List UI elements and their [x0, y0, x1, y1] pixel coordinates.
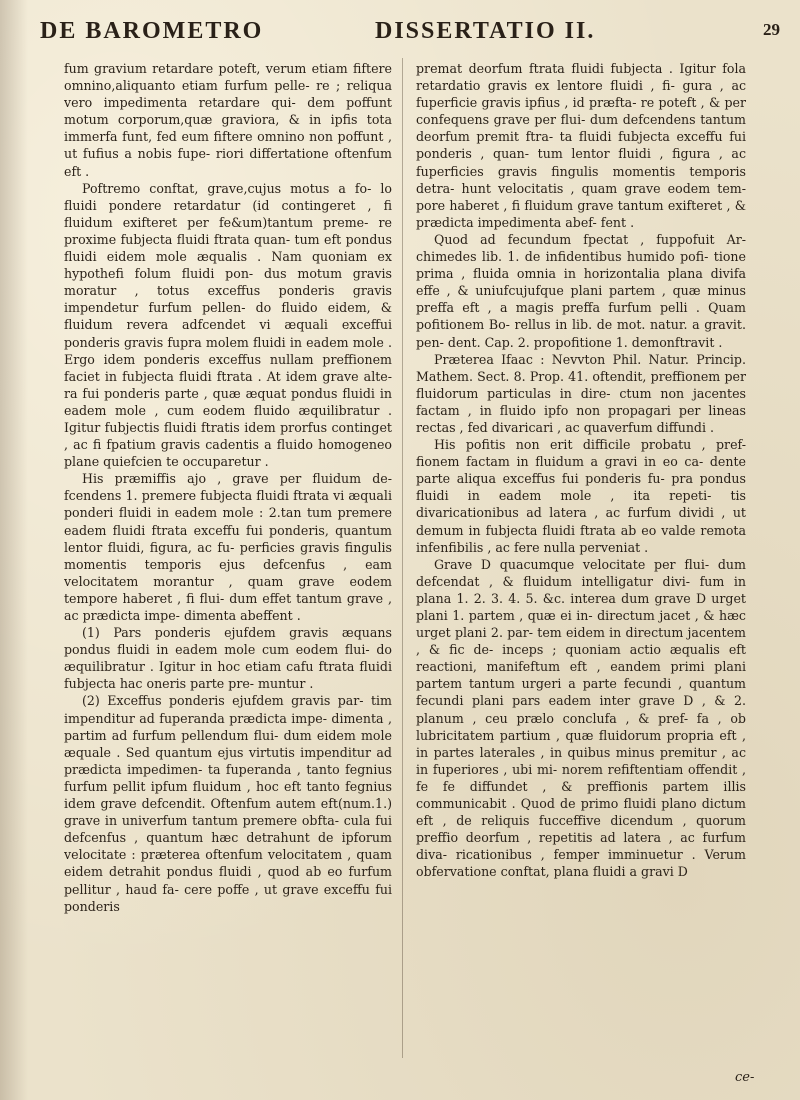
column-divider: [402, 58, 403, 1058]
left-column: [64, 60, 392, 1060]
header-right-title: DISSERTATIO II.: [375, 18, 596, 44]
paragraph: His præmiffis ajo , grave per fluidum de- fcendens 1. premere fubjecta fluidi ftrata vi æquali ponderi fluidi in eadem mole : 2.tan tum premere eadem fluidi ftrata exceffu fui ponderis, quantum lentor fluidi, figura, ac fu- perficies gravis fingulis momentis temporis ejus defcenfus , eam velocitatem morantur , quam grave eodem tempore haberet , fi flui- dum effet tantum grave , ac prædicta impe- dimenta abeffent .: [64, 471, 392, 623]
paragraph: (2) Exceffus ponderis ejufdem gravis par- tim impenditur ad fuperanda prædicta impe- dimenta , partim ad furfum pellendum flui- dum eidem mole æquale . Sed quantum ejus virtutis impenditur ad prædicta impedimen- ta fuperanda , tanto fegnius furfum pellit ipfum fluidum , hoc eft tanto fegnius idem grave defcendit. Oftenfum autem eft(num.1.) grave in univerfum tantum premere obfta- cula fui defcenfus , quantum hæc detrahunt de ipforum velocitate : præterea oftenfum velocitatem , quam eidem detrahit pondus fluidi , quod ab eo furfum pellitur , haud fa- cere poffe , ut grave exceffu fui ponderis: [64, 693, 392, 914]
paragraph: Quod ad fecundum fpectat , fuppofuit Ar- chimedes lib. 1. de infidentibus humido pofi- tione prima , fluida omnia in horizontalia plana divifa effe , & uniufcujufque plani partem , quæ minus preffa eft , a magis preffa furfum pelli . Quam pofitionem Bo- rellus in lib. de mot. natur. a gravit. pen- dent. Cap. 2. propofitione 1. demonftravit .: [416, 231, 746, 350]
header-left-title: DE BAROMETRO: [40, 18, 264, 44]
page-number: 29: [763, 20, 780, 39]
paragraph: fum gravium retardare poteft, verum etiam fiftere omnino,aliquanto etiam furfum pelle- re ; reliqua vero impedimenta retardare qui- dem poffunt motum corporum,quæ graviora, & in ipfis tota immerfa funt, fed eum fiftere omnino non poffunt , ut fufius a nobis fupe- riori differtatione oftenfum eft .: [64, 61, 392, 179]
paragraph: (1) Pars ponderis ejufdem gravis æquans pondus fluidi in eadem mole cum eodem flui- do æquilibratur . Igitur in hoc etiam cafu ftrata fluidi fubjecta hac oneris parte pre- muntur .: [64, 625, 392, 692]
catchword: ce-: [735, 1070, 755, 1085]
paragraph: Poftremo conftat, grave,cujus motus a fo- lo fluidi pondere retardatur (id contingeret , fi fluidum exifteret per fe&um)tantum preme- re proxime fubjecta fluidi ftrata quan- tum eft pondus fluidi eidem mole æqualis . Nam quoniam ex hypothefi folum fluidi pon- dus motum gravis moratur , totus exceffus ponderis gravis impendetur furfum pellen- do fluido eidem, & fluidum revera adfcendet vi æquali exceffui ponderis gravis fupra molem fluidi in eadem mole . Ergo idem ponderis exceffus nullam preffionem faciet in fubjecta fluidi ftrata . At idem grave alte- ra fui ponderis parte , quæ æquat pondus fluidi in eadem mole , cum eodem fluido æquilibratur . Igitur fubjectis fluidi ftratis idem prorfus continget , ac fi fpatium gravis cadentis a fluido homogeneo plane quiefcien te occuparetur .: [64, 180, 392, 470]
paragraph: His pofitis non erit difficile probatu , pref- fionem factam in fluidum a gravi in eo ca- dente parte aliqua exceffus fui ponderis fu- pra pondus fluidi in eadem mole , ita repeti- tis divaricationibus ad latera , ac furfum dividi , ut demum in fubjecta fluidi ftrata ab eo valde remota infenfibilis , ac fere nulla perveniat .: [416, 437, 746, 555]
running-header: [40, 16, 780, 50]
right-column: [416, 60, 746, 1060]
paragraph: premat deorfum ftrata fluidi fubjecta . Igitur fola retardatio gravis ex lentore fluidi , fi- gura , ac fuperficie gravis ipfius , id præfta- re poteft , & per confequens grave per flui- dum defcendens tantum deorfum premit ftra- ta fluidi fubjecta exceffu fui ponderis , quan- tum lentor fluidi , figura , ac fuperficies gravis fingulis momentis temporis detra- hunt velocitatis , quam grave eodem tem- pore haberet , fi fluidum grave tantum exifteret , & prædicta impedimenta abef- fent .: [416, 61, 746, 230]
paragraph: Præterea Ifaac : Nevvton Phil. Natur. Princip. Mathem. Sect. 8. Prop. 41. oftendit, preffionem per fluidorum particulas in dire- ctum non jacentes factam , in fluido ipfo non propagari per lineas rectas , fed divaricari , ac quaverfum diffundi .: [416, 351, 746, 435]
binding-shadow: [0, 0, 28, 1100]
paragraph: Grave D quacumque velocitate per flui- dum defcendat , & fluidum intelligatur divi- fum in plana 1. 2. 3. 4. 5. &c. interea dum grave D urget plani 1. partem , quæ ei in- directum jacet , & hæc urget plani 2. par- tem eidem in directum jacentem , & fic de- inceps ; quoniam actio æqualis eft reactioni, manifeftum eft , eandem primi plani partem tantum urgeri a parte fecundi , quantum fecundi plani pars eadem inter grave D , & 2. planum , ceu prælo conclufa , & pref- fa , ob lubricitatem partium , quæ fluidorum propria eft , in partes laterales , in quibus minus premitur , ac in fuperiores , ubi mi- norem refiftentiam offendit , fe fe diffundet , & preffionis partem illis communicabit . Quod de primo fluidi plano dictum eft , de reliquis fucceffive dicendum , quorum preffio deorfum , repetitis ad latera , ac furfum diva- ricationibus , femper imminuetur . Verum obfervatione conftat, plana fluidi a gravi D: [416, 556, 746, 880]
